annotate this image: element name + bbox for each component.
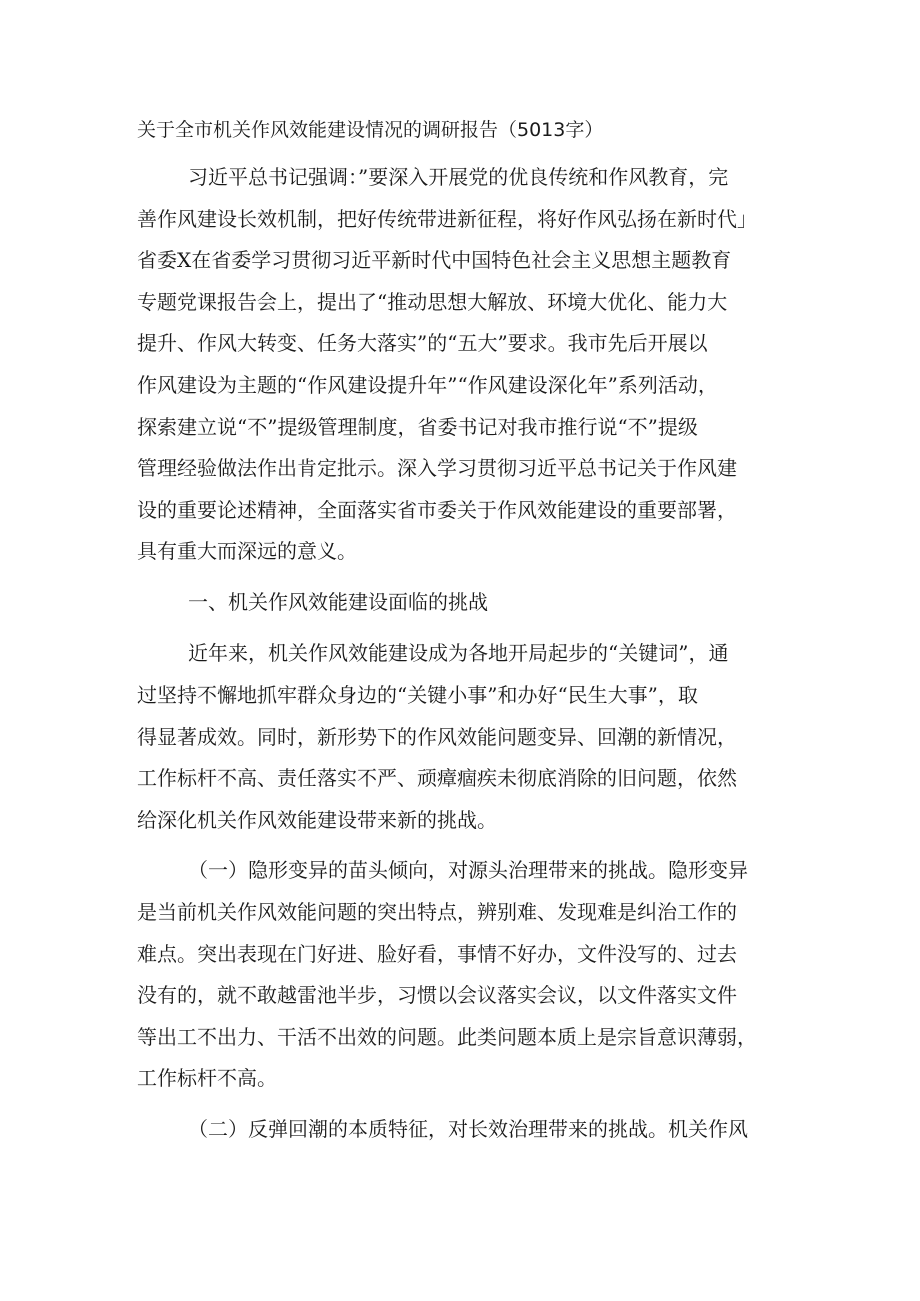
paragraph-line: 提升、作风大转变、任务大落实”的“五大”要求。我市先后开展以 <box>137 331 708 355</box>
paragraph-line: （二）反弹回潮的本质特征，对长效治理带来的挑战。机关作风 <box>188 1117 748 1141</box>
paragraph-line: 是当前机关作风效能问题的突出特点，辨别难、发现难是纠治工作的 <box>137 900 737 924</box>
paragraph-line: 等出工不出力、干活不出效的问题。此类问题本质上是宗旨意识薄弱， <box>137 1025 757 1049</box>
paragraph-line: 得显著成效。同时，新形势下的作风效能问题变异、回潮的新情况， <box>137 725 737 749</box>
paragraph-line: 设的重要论述精神，全面落实省市委关于作风效能建设的重要部署， <box>137 498 737 522</box>
paragraph-line: 具有重大而深远的意义。 <box>137 539 357 563</box>
paragraph-line: 难点。突出表现在门好进、脸好看，事情不好办，文件没写的、过去 <box>137 942 737 966</box>
paragraph-line: 工作标杆不高、责任落实不严、顽瘴痼疾未彻底消除的旧问题，依然 <box>137 766 737 790</box>
paragraph-line: 习近平总书记强调：”要深入开展党的优良传统和作风教育，完 <box>188 165 729 189</box>
paragraph-line: 管理经验做法作出肯定批示。深入学习贯彻习近平总书记关于作风建 <box>137 456 737 480</box>
paragraph-line: 专题党课报告会上，提出了“推动思想大解放、环境大优化、能力大 <box>137 290 728 314</box>
section-heading: 一、机关作风效能建设面临的挑战 <box>188 590 488 614</box>
paragraph-line: 探索建立说“不”提级管理制度，省委书记对我市推行说“不”提级 <box>137 415 698 439</box>
paragraph-line: 工作标杆不高。 <box>137 1066 277 1090</box>
paragraph-line: 给深化机关作风效能建设带来新的挑战。 <box>137 808 497 832</box>
paragraph-line: （一）隐形变异的苗头倾向，对源头治理带来的挑战。隐形变异 <box>188 858 748 882</box>
paragraph-line: 省委X在省委学习贯彻习近平新时代中国特色社会主义思想主题教育 <box>137 248 732 272</box>
paragraph-line: 没有的，就不敢越雷池半步，习惯以会议落实会议，以文件落实文件 <box>137 983 737 1007</box>
paragraph-line: 近年来，机关作风效能建设成为各地开局起步的“关键词”，通 <box>188 641 729 665</box>
paragraph-line: 过坚持不懈地抓牢群众身边的“关键小事”和办好“民生大事”，取 <box>137 683 698 707</box>
paragraph-line: 善作风建设长效机制，把好传统带进新征程，将好作风弘扬在新时代」 <box>137 207 757 231</box>
paragraph-line: 作风建设为主题的“作风建设提升年”“作风建设深化年”系列活动， <box>137 373 718 397</box>
document-title: 关于全市机关作风效能建设情况的调研报告（5013字） <box>137 119 604 141</box>
